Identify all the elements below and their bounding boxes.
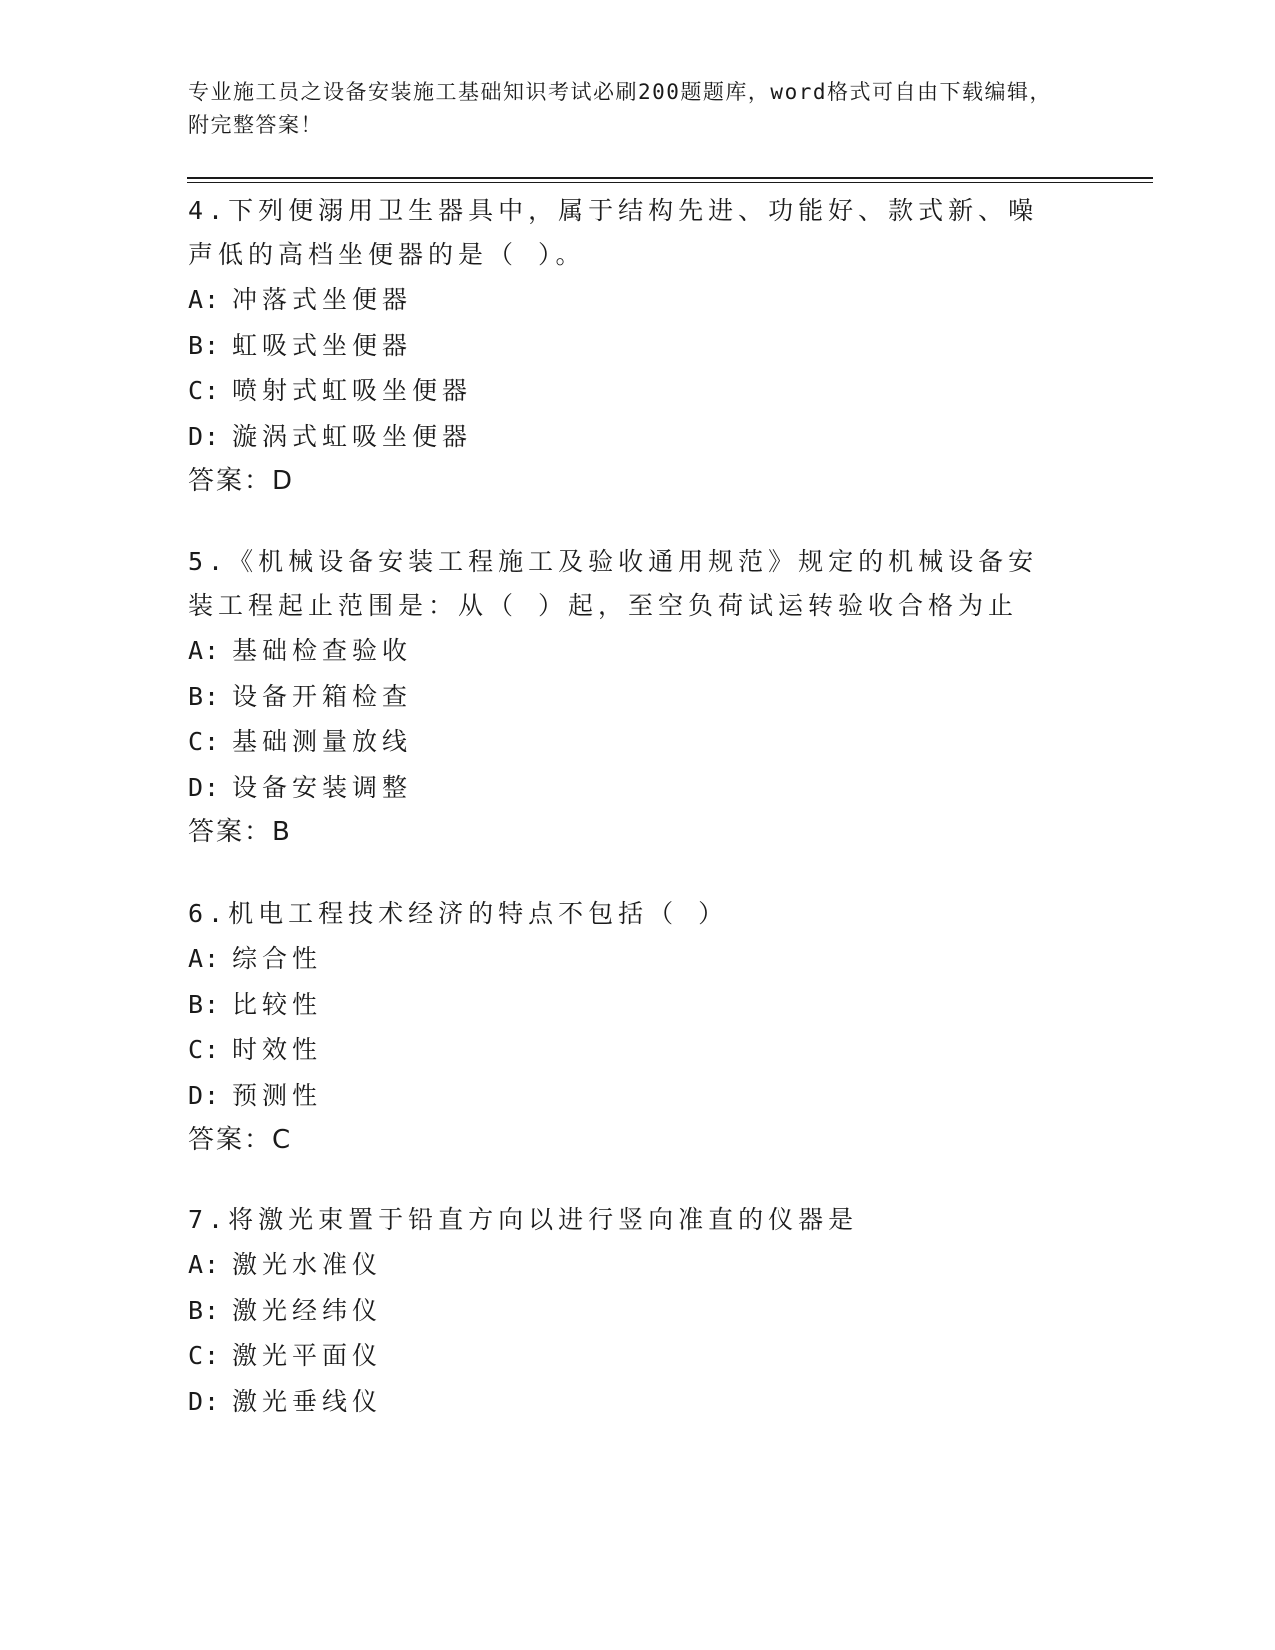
answer-line: 答案：D — [188, 466, 295, 496]
option-letter: D: — [188, 772, 221, 802]
option-letter: D: — [188, 1080, 221, 1110]
option-d — [188, 1379, 1068, 1425]
option-text: 激光水准仪 — [232, 1250, 383, 1279]
question-text: 6.机电工程技术经济的特点不包括（ ） — [188, 899, 729, 928]
option-letter: C: — [188, 1341, 221, 1370]
question-text: 4.下列便溺用卫生器具中，属于结构先进、功能好、款式新、噪声低的高档坐便器的是（ ）。 — [188, 196, 1039, 269]
option-text: 喷射式虹吸坐便器 — [232, 376, 473, 405]
option-letter: B: — [188, 989, 221, 1019]
option-text: 虹吸式坐便器 — [232, 330, 413, 360]
option-letter: A: — [188, 944, 221, 973]
option-letter: B: — [188, 330, 221, 360]
option-a — [188, 1242, 1068, 1288]
option-d — [188, 414, 1068, 460]
question-text: 5.《机械设备安装工程施工及验收通用规范》规定的机械设备安装工程起止范围是：从（ ）起，至空负荷试运转验收合格为止 — [188, 547, 1039, 620]
option-letter: C: — [188, 727, 221, 756]
option-letter: A: — [188, 636, 221, 665]
option-c — [188, 719, 1068, 765]
option-b — [188, 1288, 1068, 1334]
option-letter: B: — [188, 1295, 221, 1325]
option-text: 激光平面仪 — [232, 1341, 383, 1370]
option-letter: C: — [188, 376, 221, 405]
answer-line: 答案：C — [188, 1125, 293, 1155]
question-6 — [188, 892, 1068, 1163]
option-text: 设备安装调整 — [232, 772, 413, 802]
option-text: 漩涡式虹吸坐便器 — [232, 421, 473, 451]
option-c — [188, 1027, 1068, 1073]
document-title: 专业施工员之设备安装施工基础知识考试必刷200题题库，word格式可自由下载编辑，附完整答案！ — [188, 80, 1052, 137]
question-7 — [188, 1198, 1068, 1424]
question-text: 7.将激光束置于铅直方向以进行竖向准直的仪器是 — [188, 1205, 859, 1234]
option-text: 时效性 — [232, 1035, 323, 1064]
option-text: 冲落式坐便器 — [232, 285, 413, 314]
option-b — [188, 323, 1068, 369]
header-divider-thick — [187, 177, 1153, 179]
option-letter: A: — [188, 285, 221, 314]
option-a — [188, 936, 1068, 982]
option-letter: D: — [188, 1386, 221, 1416]
question-5 — [188, 540, 1068, 855]
answer-line: 答案：B — [188, 817, 292, 847]
option-letter: C: — [188, 1035, 221, 1064]
option-text: 激光经纬仪 — [232, 1295, 383, 1325]
option-d — [188, 765, 1068, 811]
option-text: 预测性 — [232, 1080, 323, 1110]
option-text: 比较性 — [232, 989, 323, 1019]
option-text: 激光垂线仪 — [232, 1386, 383, 1416]
option-text: 设备开箱检查 — [232, 681, 413, 711]
option-text: 基础检查验收 — [232, 636, 413, 665]
option-a — [188, 277, 1068, 323]
option-letter: B: — [188, 681, 221, 711]
option-letter: D: — [188, 421, 221, 451]
option-c — [188, 368, 1068, 414]
option-text: 基础测量放线 — [232, 727, 413, 756]
header-divider-thin — [187, 182, 1153, 183]
option-text: 综合性 — [232, 944, 323, 973]
option-a — [188, 628, 1068, 674]
question-4 — [188, 189, 1068, 504]
option-c — [188, 1333, 1068, 1379]
option-letter: A: — [188, 1250, 221, 1279]
option-b — [188, 674, 1068, 720]
option-b — [188, 982, 1068, 1028]
option-d — [188, 1073, 1068, 1119]
